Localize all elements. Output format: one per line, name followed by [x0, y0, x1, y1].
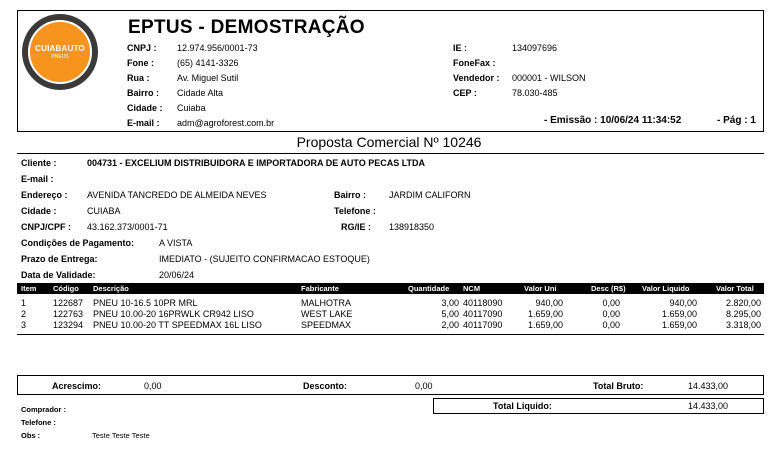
total-bruto-value: 14.433,00	[688, 381, 729, 391]
divider	[17, 334, 764, 335]
column-header: Item	[21, 284, 37, 293]
payment-terms-label: Condições de Pagamento:	[21, 238, 135, 248]
client-phone-label: Telefone :	[334, 206, 376, 216]
item-manufacturer: SPEEDMAX	[301, 320, 352, 330]
item-description: PNEU 10-16.5 10PR MRL	[93, 298, 198, 308]
item-code: 122687	[53, 298, 84, 308]
total-bruto-label: Total Bruto:	[593, 381, 644, 391]
client-name: 004731 - EXCELIUM DISTRIBUIDORA E IMPORTADORA DE AUTO PECAS LTDA	[87, 158, 426, 168]
client-bairro: JARDIM CALIFORN	[389, 190, 471, 200]
page-number: - Pág : 1	[717, 115, 756, 126]
item-total: 3.318,00	[725, 320, 761, 330]
client-rgie-label: RG/IE :	[341, 222, 372, 232]
item-ncm: 40118090	[463, 298, 503, 308]
divider	[17, 153, 764, 154]
column-header: Fabricante	[301, 284, 339, 293]
item-unit-price: 940,00	[535, 298, 563, 308]
total-liquido-label: Total Liquido:	[493, 401, 552, 411]
item-net-value: 1.659,00	[661, 320, 697, 330]
column-header: Desc (R$)	[591, 284, 626, 293]
validity-date: 20/06/24	[159, 270, 195, 280]
item-manufacturer: MALHOTRA	[301, 298, 352, 308]
item-total: 2.820,00	[725, 298, 761, 308]
item-discount: 0,00	[602, 320, 620, 330]
obs-label: Obs :	[21, 431, 41, 440]
acrescimo-value: 0,00	[144, 381, 162, 391]
client-email-label: E-mail :	[21, 174, 54, 184]
item-discount: 0,00	[602, 298, 620, 308]
footer-phone-label: Telefone :	[21, 418, 56, 427]
company-email: adm@agroforest.com.br	[177, 118, 275, 128]
obs-value: Teste Teste Teste	[92, 431, 150, 440]
column-header: Código	[53, 284, 79, 293]
item-quantity: 2,00	[441, 320, 459, 330]
item-net-value: 940,00	[669, 298, 697, 308]
item-description: PNEU 10.00-20 16PRWLK CR942 LISO	[93, 309, 254, 319]
totals-box	[17, 375, 764, 395]
client-cnpj-label: CNPJ/CPF :	[21, 222, 72, 232]
divider	[17, 131, 764, 132]
item-number: 3	[21, 320, 27, 330]
column-header: Quantidade	[408, 284, 450, 293]
client-cnpj: 43.162.373/0001-71	[87, 222, 168, 232]
fone-label: Fone :	[127, 58, 154, 68]
item-code: 123294	[53, 320, 84, 330]
column-header: Valor Total	[716, 284, 754, 293]
company-fone: (65) 4141-3326	[177, 58, 239, 68]
email-label: E-mail :	[127, 118, 160, 128]
client-city-label: Cidade :	[21, 206, 57, 216]
fonefax-label: FoneFax :	[453, 58, 496, 68]
client-bairro-label: Bairro :	[334, 190, 367, 200]
table-row	[17, 320, 764, 331]
item-ncm: 40117090	[463, 320, 503, 330]
logo-subtext: PNEUS	[51, 54, 69, 60]
company-vendedor: 000001 - WILSON	[512, 73, 586, 83]
item-net-value: 1.659,00	[661, 309, 697, 319]
client-address: AVENIDA TANCREDO DE ALMEIDA NEVES	[87, 190, 267, 200]
company-cnpj: 12.974.956/0001-73	[177, 43, 258, 53]
table-row	[17, 309, 764, 320]
column-header: Descrição	[93, 284, 129, 293]
delivery-label: Prazo de Entrega:	[21, 254, 98, 264]
item-manufacturer: WEST LAKE	[301, 309, 353, 319]
logo-badge	[28, 20, 92, 84]
item-unit-price: 1.659,00	[527, 320, 563, 330]
client-label: Cliente :	[21, 158, 57, 168]
item-ncm: 40117090	[463, 309, 503, 319]
proposal-title: Proposta Comercial Nº 10246	[296, 134, 482, 150]
company-cep: 78.030-485	[512, 88, 558, 98]
cnpj-label: CNPJ :	[127, 43, 157, 53]
acrescimo-label: Acrescimo:	[52, 381, 102, 391]
cidade-label: Cidade :	[127, 103, 163, 113]
address-label: Endereço :	[21, 190, 68, 200]
rua-label: Rua :	[127, 73, 150, 83]
company-rua: Av. Miguel Sutil	[177, 73, 239, 83]
item-number: 2	[21, 309, 27, 319]
item-number: 1	[21, 298, 27, 308]
ie-label: IE :	[453, 43, 468, 53]
item-quantity: 5,00	[441, 309, 459, 319]
desconto-label: Desconto:	[303, 381, 348, 391]
item-total: 8.295,00	[725, 309, 761, 319]
company-name: EPTUS - DEMOSTRAÇÃO	[128, 17, 365, 38]
column-header: NCM	[463, 284, 481, 293]
payment-terms: A VISTA	[159, 238, 193, 248]
emission-date: - Emissão : 10/06/24 11:34:52	[544, 115, 682, 126]
validity-label: Data de Validade:	[21, 270, 96, 280]
company-cidade: Cuiaba	[177, 103, 206, 113]
column-header: Valor Uni	[524, 284, 557, 293]
item-unit-price: 1.659,00	[527, 309, 563, 319]
company-logo	[22, 14, 98, 90]
cep-label: CEP :	[453, 88, 477, 98]
vendedor-label: Vendedor :	[453, 73, 500, 83]
total-liquido-box	[433, 398, 764, 414]
logo-text: CUIABAUTO	[35, 44, 85, 53]
desconto-value: 0,00	[415, 381, 433, 391]
item-discount: 0,00	[602, 309, 620, 319]
client-city: CUIABA	[87, 206, 121, 216]
item-description: PNEU 10.00-20 TT SPEEDMAX 16L LISO	[93, 320, 262, 330]
company-bairro: Cidade Alta	[177, 88, 224, 98]
company-ie: 134097696	[512, 43, 558, 53]
buyer-label: Comprador :	[21, 405, 66, 414]
item-code: 122763	[53, 309, 84, 319]
total-liquido-value: 14.433,00	[688, 401, 729, 411]
column-header: Valor Liquido	[642, 284, 690, 293]
items-table-header	[17, 283, 764, 294]
delivery-term: IMEDIATO - (SUJEITO CONFIRMACAO ESTOQUE)	[159, 254, 370, 264]
bairro-label: Bairro :	[127, 88, 160, 98]
item-quantity: 3,00	[441, 298, 459, 308]
client-rgie: 138918350	[389, 222, 435, 232]
table-row	[17, 298, 764, 309]
